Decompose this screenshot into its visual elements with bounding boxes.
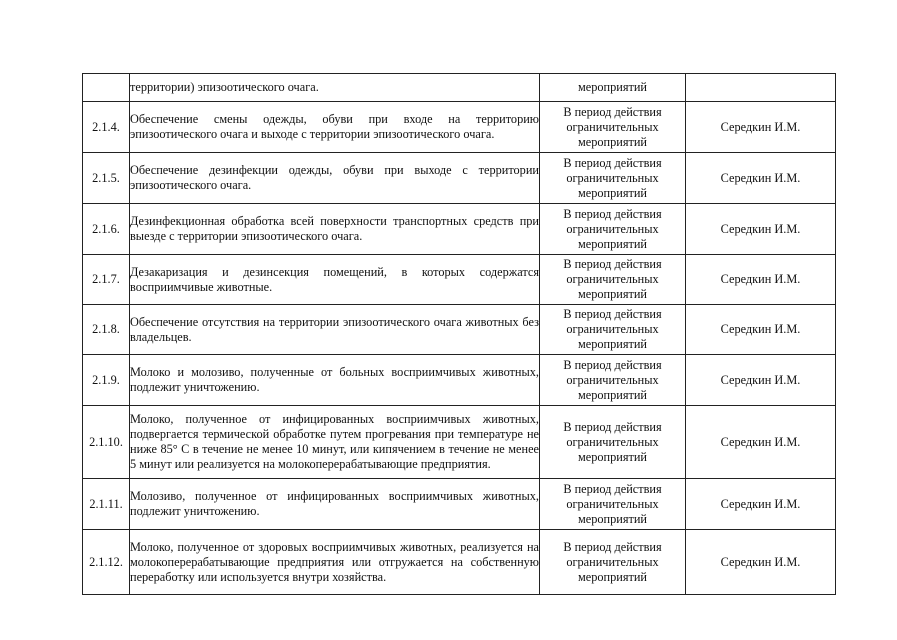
responsible-cell xyxy=(686,74,836,102)
responsible-cell: Середкин И.М. xyxy=(686,530,836,595)
responsible-cell: Середкин И.М. xyxy=(686,153,836,204)
table-row xyxy=(83,255,836,305)
period-line: В период действия xyxy=(563,481,662,496)
responsible-cell: Середкин И.М. xyxy=(686,406,836,479)
period-line: мероприятий xyxy=(577,236,648,251)
period-line: В период действия xyxy=(563,104,662,119)
measure-description-cell: Обеспечение отсутствия на территории эпизоотического очага животных без владельцев. xyxy=(130,305,540,355)
row-number-cell: 2.1.8. xyxy=(83,305,130,355)
period-cell xyxy=(540,153,686,204)
row-number-cell: 2.1.7. xyxy=(83,255,130,305)
measure-description-cell: Молоко и молозиво, полученные от больных восприимчивых животных, подлежит уничтожению. xyxy=(130,355,540,406)
row-number-cell: 2.1.6. xyxy=(83,204,130,255)
period-cell xyxy=(540,479,686,530)
period-line: мероприятий xyxy=(577,287,648,301)
table-row xyxy=(83,355,836,406)
period-line: мероприятий xyxy=(577,449,648,464)
period-line: ограничительных xyxy=(566,170,659,185)
table-row xyxy=(83,406,836,479)
period-cell xyxy=(540,406,686,479)
table-row-continuation xyxy=(83,74,836,102)
measure-description-cell: Молоко, полученное от инфицированных восприимчивых животных, подвергается термической обработке путем прогревания при температуре не ниже 85° С в течение не менее 10 минут, или кипячением в течение не менее 5 минут или реализуется на молокоперерабатывающие предприятия. xyxy=(130,406,540,479)
period-line: В период действия xyxy=(563,307,662,321)
measure-description-cell: Молозиво, полученное от инфицированных восприимчивых животных, подлежит уничтожению. xyxy=(130,479,540,530)
table-row xyxy=(83,479,836,530)
period-line: мероприятий xyxy=(577,387,648,402)
period-line: В период действия xyxy=(563,257,662,271)
period-line: мероприятий xyxy=(577,569,648,584)
measure-description-cell: Обеспечение смены одежды, обуви при входе на территорию эпизоотического очага и выходе с территории эпизоотического очага. xyxy=(130,102,540,153)
period-line: ограничительных xyxy=(566,272,659,286)
table-row xyxy=(83,153,836,204)
period-cell xyxy=(540,530,686,595)
period-line: ограничительных xyxy=(566,496,659,511)
table-row xyxy=(83,305,836,355)
period-cell xyxy=(540,255,686,305)
period-line: мероприятий xyxy=(577,511,648,526)
row-number-cell: 2.1.5. xyxy=(83,153,130,204)
row-number-cell xyxy=(83,74,130,102)
period-line: мероприятий xyxy=(577,185,648,200)
period-line: В период действия xyxy=(563,206,662,221)
responsible-cell: Середкин И.М. xyxy=(686,355,836,406)
row-number-cell: 2.1.12. xyxy=(83,530,130,595)
period-cell xyxy=(540,102,686,153)
period-line: В период действия xyxy=(563,155,662,170)
responsible-cell: Середкин И.М. xyxy=(686,305,836,355)
row-number-cell: 2.1.4. xyxy=(83,102,130,153)
period-line: ограничительных xyxy=(566,322,659,336)
measure-description-cell: Молоко, полученное от здоровых восприимчивых животных, реализуется на молокоперерабатывающие предприятия или отгружается на собственную переработку или используется внутри хозяйства. xyxy=(130,530,540,595)
measures-table-body xyxy=(83,74,836,595)
responsible-cell: Середкин И.М. xyxy=(686,479,836,530)
table-row xyxy=(83,530,836,595)
table-row xyxy=(83,204,836,255)
responsible-cell: Середкин И.М. xyxy=(686,102,836,153)
period-cell xyxy=(540,204,686,255)
measure-description-cell: Обеспечение дезинфекции одежды, обуви при выходе с территории эпизоотического очага. xyxy=(130,153,540,204)
measure-description-cell: Дезакаризация и дезинсекция помещений, в которых содержатся восприимчивые животные. xyxy=(130,255,540,305)
responsible-cell: Середкин И.М. xyxy=(686,255,836,305)
period-line: ограничительных xyxy=(566,221,659,236)
period-line: ограничительных xyxy=(566,119,659,134)
row-number-cell: 2.1.10. xyxy=(83,406,130,479)
period-line: мероприятий xyxy=(577,134,648,149)
measure-description-cell: Дезинфекционная обработка всей поверхности транспортных средств при выезде с территории эпизоотического очага. xyxy=(130,204,540,255)
period-line: ограничительных xyxy=(566,434,659,449)
row-number-cell: 2.1.11. xyxy=(83,479,130,530)
period-line: ограничительных xyxy=(566,554,659,569)
period-line: ограничительных xyxy=(566,372,659,387)
period-line: В период действия xyxy=(563,539,662,554)
table-row xyxy=(83,102,836,153)
period-cell xyxy=(540,305,686,355)
measures-table xyxy=(82,73,836,595)
responsible-cell: Середкин И.М. xyxy=(686,204,836,255)
row-number-cell: 2.1.9. xyxy=(83,355,130,406)
period-cell: мероприятий xyxy=(540,74,686,102)
measure-description-cell: территории) эпизоотического очага. xyxy=(130,74,540,102)
period-line: В период действия xyxy=(563,357,662,372)
period-cell xyxy=(540,355,686,406)
period-line: В период действия xyxy=(563,419,662,434)
period-line: мероприятий xyxy=(577,337,648,351)
